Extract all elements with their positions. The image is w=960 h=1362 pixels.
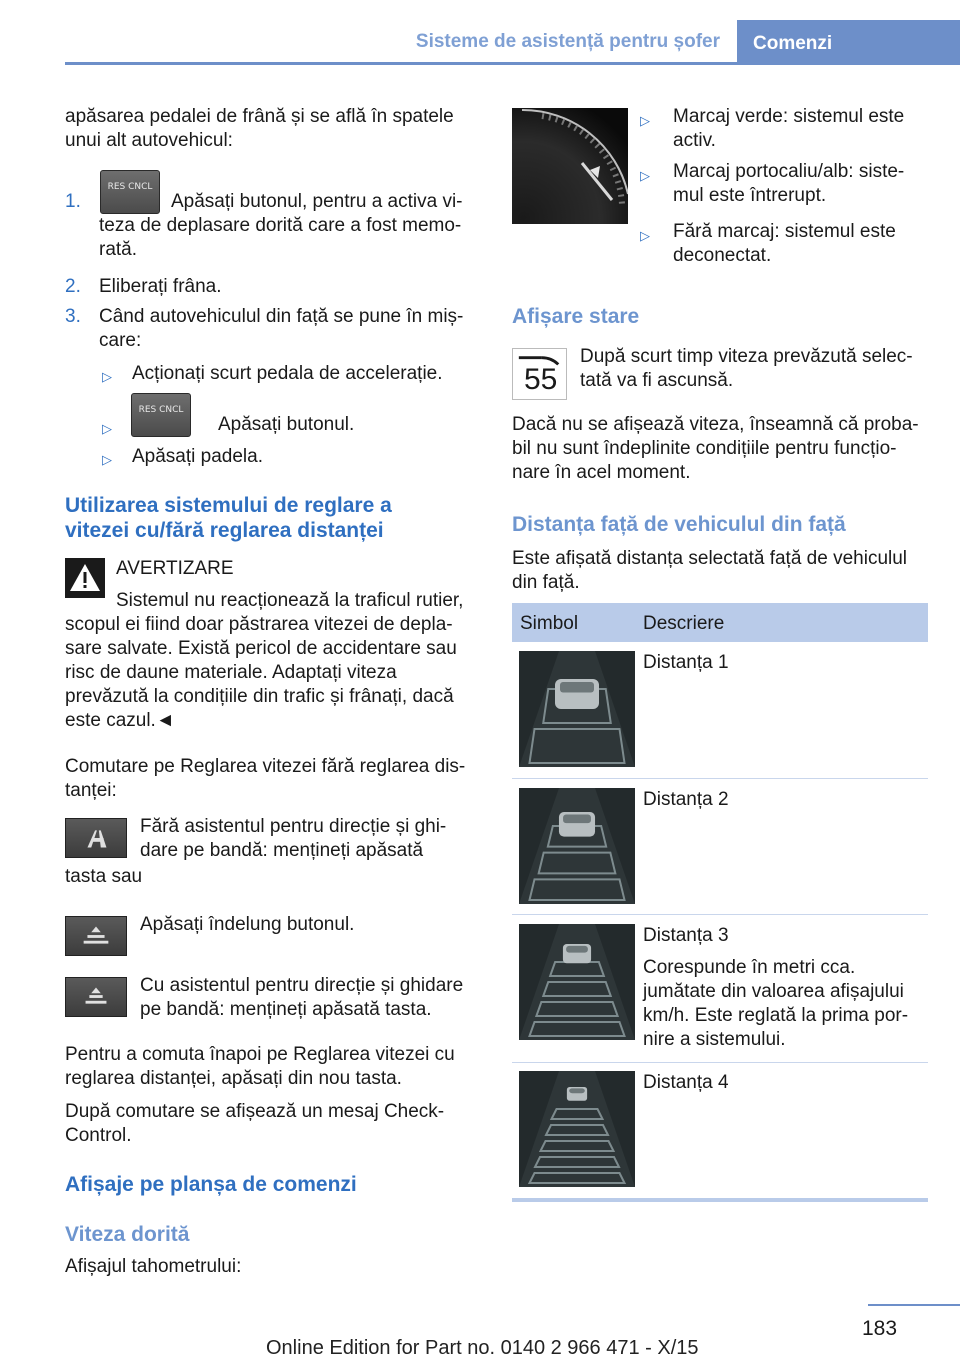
- warning-text: este cazul.◄: [65, 710, 175, 731]
- section-heading: [65, 493, 392, 543]
- warning-text: sare salvate. Există pericol de accidentare sau: [65, 638, 457, 659]
- table-header: [512, 603, 928, 642]
- sub-bullet-text: Apăsați padela.: [132, 446, 263, 467]
- table-cell: Distanța 2: [643, 789, 729, 810]
- triangle-bullet-icon: ▷: [640, 113, 650, 128]
- body-text: tanței:: [65, 780, 117, 801]
- section-heading-line: vitezei cu/fără reglarea distanței: [65, 519, 384, 542]
- res-cncl-button-icon: RES CNCL: [100, 170, 160, 214]
- warning-text: risc de daune materiale. Adaptați viteza: [65, 662, 397, 683]
- warning-text: scopul ei fiind doar păstrarea vitezei de depla‐: [65, 614, 453, 635]
- speed-number: 55: [524, 363, 558, 396]
- subsection-heading: Afișare stare: [512, 305, 640, 328]
- sub-bullet-text: Acționați scurt pedala de accelerație.: [132, 363, 443, 384]
- triangle-bullet-icon: ▷: [102, 452, 112, 467]
- header-tab-label: Comenzi: [753, 33, 833, 54]
- body-text: Dacă nu se afișează viteza, înseamnă că proba‐: [512, 414, 919, 435]
- body-text: Pentru a comuta înapoi pe Reglarea vitezei cu: [65, 1044, 455, 1065]
- mark-text: Marcaj portocaliu/alb: siste‐: [673, 161, 905, 182]
- page-number: 183: [862, 1317, 898, 1340]
- footer-edition: Online Edition for Part no. 0140 2 966 471 - X/15: [266, 1337, 699, 1359]
- body-text: bil nu sunt îndeplinite condițiile pentru funcțio‐: [512, 438, 897, 459]
- subsection-heading: Distanța față de vehiculul din față: [512, 513, 846, 536]
- table-cell: Corespunde în metri cca.: [643, 957, 856, 978]
- tachometer-image: [512, 108, 628, 224]
- step-text: care:: [99, 330, 142, 351]
- triangle-bullet-icon: ▷: [102, 369, 112, 384]
- distance-button-icon: [65, 916, 127, 956]
- subsection-heading: Viteza dorită: [65, 1223, 190, 1246]
- mark-text: Fără marcaj: sistemul este: [673, 221, 896, 242]
- intro-text: apăsarea pedalei de frână și se află în spatele unui alt autovehicul:: [65, 106, 454, 151]
- step-number: 2.: [65, 276, 81, 297]
- body-text: Fără asistentul pentru direcție și ghi‐: [140, 816, 447, 837]
- triangle-bullet-icon: ▷: [102, 421, 112, 436]
- body-text: Cu asistentul pentru direcție și ghidare: [140, 975, 464, 996]
- table-header-cell: Descriere: [643, 613, 725, 634]
- res-cncl-button-icon: RES CNCL: [131, 393, 191, 437]
- lane-assist-button-icon: [65, 818, 127, 858]
- section-heading: Afișaje pe planșa de comenzi: [65, 1173, 357, 1196]
- warning-title: AVERTIZARE: [116, 558, 234, 579]
- triangle-bullet-icon: ▷: [640, 168, 650, 183]
- table-bottom-rule: [512, 1198, 928, 1202]
- step-text: Când autovehiculul din față se pune în miș‐: [99, 306, 464, 327]
- body-text: tată va fi ascunsă.: [580, 370, 734, 391]
- section-heading-line: Utilizarea sistemului de reglare a: [65, 494, 392, 517]
- step-number: 3.: [65, 306, 81, 327]
- warning-icon: [65, 558, 105, 598]
- body-text: dare pe bandă: mențineți apăsată: [140, 840, 424, 861]
- body-text: După comutare se afișează un mesaj Check‐: [65, 1101, 445, 1122]
- distance-lane-button-icon: [65, 977, 127, 1017]
- distance-3-icon: [519, 924, 635, 1040]
- table-row-separator: [512, 1062, 928, 1063]
- body-text: pe bandă: mențineți apăsată tasta.: [140, 999, 432, 1020]
- step-text: Apăsați butonul, pentru a activa vi‐: [171, 191, 463, 212]
- header-tab: [737, 20, 960, 65]
- step-text: rată.: [99, 239, 138, 260]
- body-text: tasta sau: [65, 866, 143, 887]
- step-text: teza de deplasare dorită care a fost memo‐: [99, 215, 462, 236]
- speed-limit-state-icon: [512, 348, 567, 400]
- distance-4-icon: [519, 1071, 635, 1187]
- triangle-bullet-icon: ▷: [640, 228, 650, 243]
- body-text: Afișajul tahometrului:: [65, 1256, 242, 1277]
- step-number: 1.: [65, 191, 81, 212]
- mark-text: Marcaj verde: sistemul este: [673, 106, 905, 127]
- table-row-separator: [512, 778, 928, 779]
- body-text: Apăsați îndelung butonul.: [140, 914, 355, 935]
- sub-bullet-text: Apăsați butonul.: [218, 414, 355, 435]
- body-text: Comutare pe Reglarea vitezei fără reglarea dis‐: [65, 756, 466, 777]
- mark-text: mul este întrerupt.: [673, 185, 827, 206]
- header-section-title: Sisteme de asistență pentru șofer: [415, 31, 720, 52]
- table-row-separator: [512, 914, 928, 915]
- body-text: Control.: [65, 1125, 132, 1146]
- distance-1-icon: [519, 651, 635, 767]
- table-cell: nire a sistemului.: [643, 1029, 786, 1050]
- body-text: nare în acel moment.: [512, 462, 691, 483]
- warning-text: Sistemul nu reacționează la traficul rutier,: [116, 590, 464, 611]
- mark-text: deconectat.: [673, 245, 772, 266]
- table-cell: Distanța 3: [643, 925, 729, 946]
- body-text: După scurt timp viteza prevăzută selec‐: [580, 346, 913, 367]
- distance-2-icon: [519, 788, 635, 904]
- table-cell: Distanța 4: [643, 1072, 729, 1093]
- body-text: Este afișată distanța selectată față de vehiculul: [512, 548, 908, 569]
- body-text: reglarea distanței, apăsați din nou tasta.: [65, 1068, 402, 1089]
- table-header-cell: Simbol: [520, 613, 579, 634]
- warning-text: prevăzută la condițiile din trafic și frânați, dacă: [65, 686, 454, 707]
- table-cell: jumătate din valoarea afișajului: [643, 981, 904, 1002]
- table-cell: Distanța 1: [643, 652, 729, 673]
- step-text: Eliberați frâna.: [99, 276, 222, 297]
- body-text: din față.: [512, 572, 580, 593]
- table-cell: km/h. Este reglată la prima por‐: [643, 1005, 909, 1026]
- footer-rule: [868, 1304, 960, 1306]
- mark-text: activ.: [673, 130, 716, 151]
